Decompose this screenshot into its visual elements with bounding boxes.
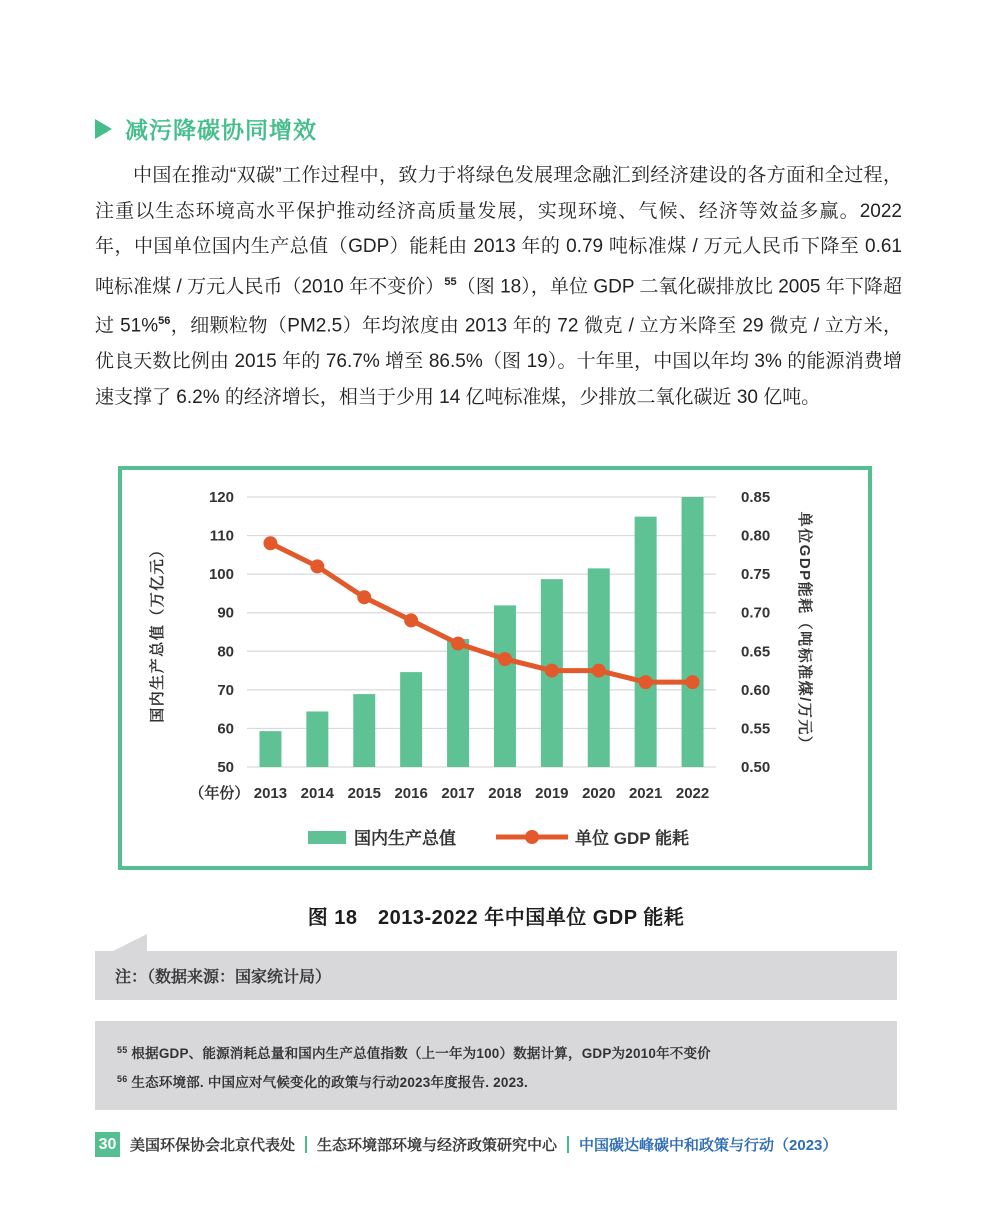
body-paragraph [95, 158, 902, 415]
footnote-ref-56: 56 [158, 315, 171, 328]
footer-org-1: 美国环保协会北京代表处 [130, 1137, 296, 1154]
svg-text:90: 90 [217, 604, 234, 622]
svg-text:70: 70 [217, 681, 234, 699]
footnote-box [95, 1021, 897, 1110]
page-number-badge: 30 [95, 1132, 120, 1157]
svg-text:0.70: 0.70 [741, 604, 771, 622]
svg-text:2022: 2022 [675, 785, 710, 802]
svg-text:2017: 2017 [441, 785, 475, 802]
footnote-55 [117, 1042, 873, 1062]
svg-text:单位GDP能耗（吨标准煤/万元）: 单位GDP能耗（吨标准煤/万元） [796, 511, 813, 753]
svg-text:110: 110 [209, 527, 234, 545]
svg-text:0.65: 0.65 [741, 643, 771, 661]
figure-caption: 图 18 2013-2022 年中国单位 GDP 能耗 [307, 907, 685, 929]
svg-text:2020: 2020 [582, 785, 616, 802]
footnote-marker: 55 [117, 1044, 128, 1055]
page-footer [95, 1132, 837, 1157]
svg-text:2015: 2015 [347, 785, 381, 802]
svg-text:50: 50 [217, 759, 234, 776]
footnote-marker: 56 [117, 1073, 128, 1084]
svg-text:120: 120 [208, 489, 234, 506]
svg-text:国内生产总值: 国内生产总值 [354, 829, 456, 848]
paragraph-segment: （图 18），单位 GDP 二氧化碳排放比 2005 年下降超过 51% [95, 275, 902, 337]
footer-report-title: 中国碳达峰碳中和政策与行动（2023） [579, 1137, 838, 1154]
svg-text:0.85: 0.85 [741, 489, 771, 506]
svg-text:2014: 2014 [300, 785, 335, 802]
paragraph-segment: ，细颗粒物（PM2.5）年均浓度由 2013 年的 72 微克 / 立方米降至 29 微克 / 立方米，优良天数比例由 2015 年的 76.7% 增至 86.5%（图 19）。十年里，中国以年均 3% 的能源消费增速支撑了 6.2% 的经济增长，相当于少用 14 亿吨标准煤，少排放二氧化碳近 30 亿吨。 [95, 315, 902, 408]
footer-separator [305, 1136, 307, 1153]
svg-text:2019: 2019 [535, 785, 569, 802]
svg-text:单位 GDP 能耗: 单位 GDP 能耗 [575, 829, 689, 848]
svg-text:2016: 2016 [394, 785, 428, 802]
svg-text:0.50: 0.50 [741, 759, 771, 776]
svg-text:0.60: 0.60 [741, 681, 771, 699]
svg-text:80: 80 [217, 643, 234, 661]
footnote-ref-55: 55 [444, 275, 457, 288]
footer-org-2: 生态环境部环境与经济政策研究中心 [317, 1137, 558, 1154]
paragraph-segment: 中国在推动“双碳”工作过程中，致力于将绿色发展理念融汇到经济建设的各方面和全过程，注重以生态环境高水平保护推动经济高质量发展，实现环境、气候、经济等效益多赢。2022 年，中国单位国内生产总值（GDP）能耗由 2013 年的 0.79 吨标准煤 / 万元人民币下降至 0.61 吨标准煤 / 万元人民币（2010 年不变价） [95, 165, 902, 297]
svg-text:0.55: 0.55 [741, 720, 771, 738]
triangle-bullet-icon [95, 119, 112, 139]
note-text: 注：（数据来源：国家统计局） [115, 969, 332, 986]
svg-text:2018: 2018 [488, 785, 522, 802]
svg-text:国内生产总值（万亿元）: 国内生产总值（万亿元） [149, 541, 166, 723]
section-heading [95, 112, 317, 145]
svg-text:2013: 2013 [253, 785, 288, 802]
footnote-text: 生态环境部. 中国应对气候变化的政策与行动2023年度报告. 2023. [131, 1075, 528, 1090]
gdp-energy-chart-svg [122, 470, 868, 866]
footnote-text: 根据GDP、能源消耗总量和国内生产总值指数（上一年为100）数据计算，GDP为2010年不变价 [131, 1046, 711, 1061]
footnote-56 [117, 1071, 873, 1091]
note-tail-icon [113, 934, 147, 951]
note-box [95, 951, 897, 1000]
svg-text:2021: 2021 [628, 785, 663, 802]
svg-text:0.80: 0.80 [741, 527, 771, 545]
svg-text:60: 60 [217, 720, 234, 738]
footer-separator [567, 1136, 569, 1153]
svg-text:0.75: 0.75 [741, 566, 771, 584]
svg-text:100: 100 [208, 566, 234, 584]
section-title: 减污降碳协同增效 [125, 117, 317, 143]
gdp-energy-chart [118, 466, 872, 870]
svg-text:（年份）: （年份） [189, 785, 250, 802]
